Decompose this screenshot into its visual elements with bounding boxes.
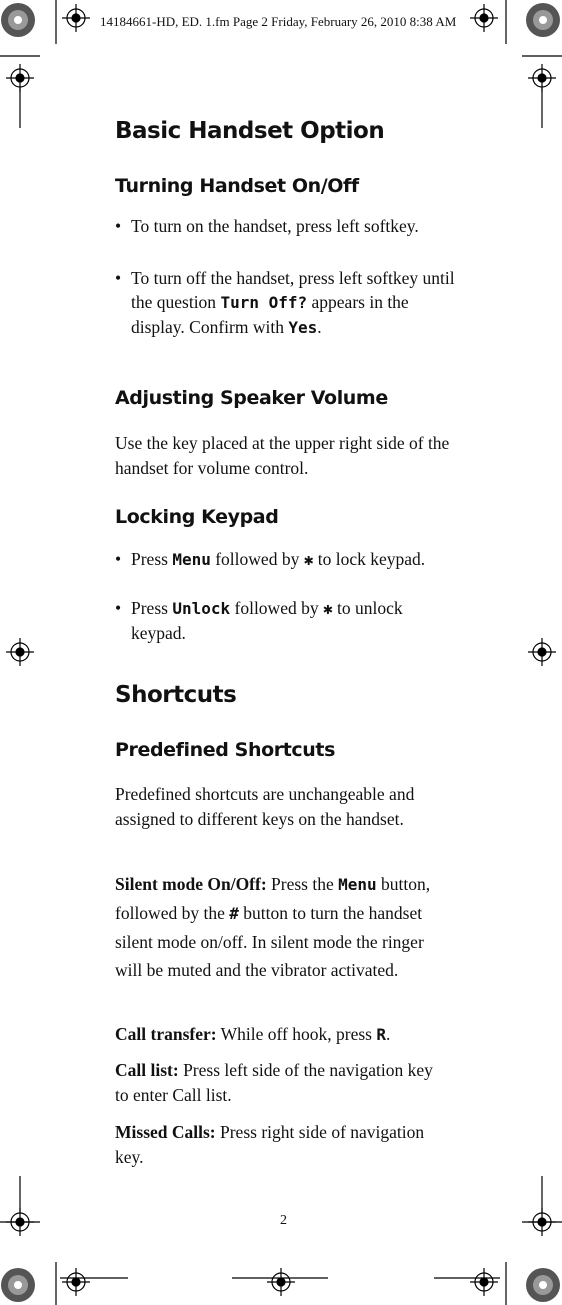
turn-off-text-a: To turn off the handset, press left softkey until the question [131,268,455,312]
bullet-dot: • [115,216,122,236]
subsection-title-locking: Locking Keypad [115,506,279,528]
subsection-title-predefined: Predefined Shortcuts [115,739,335,761]
section-title-shortcuts: Shortcuts [115,682,237,708]
missed-calls-label: Missed Calls: [115,1122,216,1142]
bullet-dot: • [115,549,122,569]
volume-paragraph: Use the key placed at the upper right side of the handset for volume control. [115,433,450,478]
unlock-text-b: followed by [230,598,323,618]
unlock-text-c: to unlock keypad. [131,598,403,643]
turn-on-text: To turn on the handset, press left softkey. [131,216,419,236]
turn-off-text-b: appears in the display. Confirm with [131,292,409,337]
list-item-turn-on [115,214,456,238]
call-list-text: Press left side of the navigation key to enter Call list. [115,1060,433,1105]
predefined-intro: Predefined shortcuts are unchangeable and assigned to different keys on the handset. [115,784,415,829]
lock-text-b: followed by [210,549,304,569]
hash-key-icon: # [229,904,239,923]
lock-text-c: to lock keypad. [313,549,426,569]
call-list-paragraph [115,1058,450,1107]
bullet-dot: • [115,598,122,618]
key-label-unlock: Unlock [172,599,231,618]
running-header: 14184661-HD, ED. 1.fm Page 2 Friday, February 26, 2010 8:38 AM [100,14,457,29]
subsection-title-turning: Turning Handset On/Off [115,175,359,197]
key-label-yes: Yes [288,318,318,337]
silent-mode-paragraph [115,870,450,984]
silent-mode-label: Silent mode On/Off: [115,874,267,894]
bullet-dot: • [115,268,122,288]
turn-off-text-c: . [317,317,322,337]
missed-calls-text: Press right side of navigation key. [115,1122,425,1167]
list-item-lock [115,547,456,572]
lock-text-a: Press [131,549,173,569]
silent-text-b: button, followed by the [115,874,431,923]
call-list-label: Call list: [115,1060,179,1080]
key-label-turn-off: Turn Off? [220,293,308,312]
call-transfer-label: Call transfer: [115,1024,217,1044]
call-transfer-text-b: . [385,1024,391,1044]
star-key-icon: ✱ [303,550,314,569]
key-label-menu: Menu [172,550,211,569]
missed-calls-paragraph [115,1120,450,1169]
section-title-basic: Basic Handset Option [115,118,385,144]
r-key-icon: R [376,1025,386,1044]
list-item-unlock [115,596,456,645]
call-transfer-text-a: While off hook, press [216,1024,377,1044]
silent-text-a: Press the [266,874,339,894]
call-transfer-paragraph [115,1022,450,1048]
key-label-menu: Menu [338,875,377,894]
page-number: 2 [280,1213,287,1228]
subsection-title-volume: Adjusting Speaker Volume [115,387,388,409]
silent-text-c: button to turn the handset silent mode on/off. In silent mode the ringer will be muted and the vibrator activated. [115,903,424,980]
list-item-turn-off [115,266,456,340]
star-key-icon: ✱ [322,599,333,618]
unlock-text-a: Press [131,598,173,618]
